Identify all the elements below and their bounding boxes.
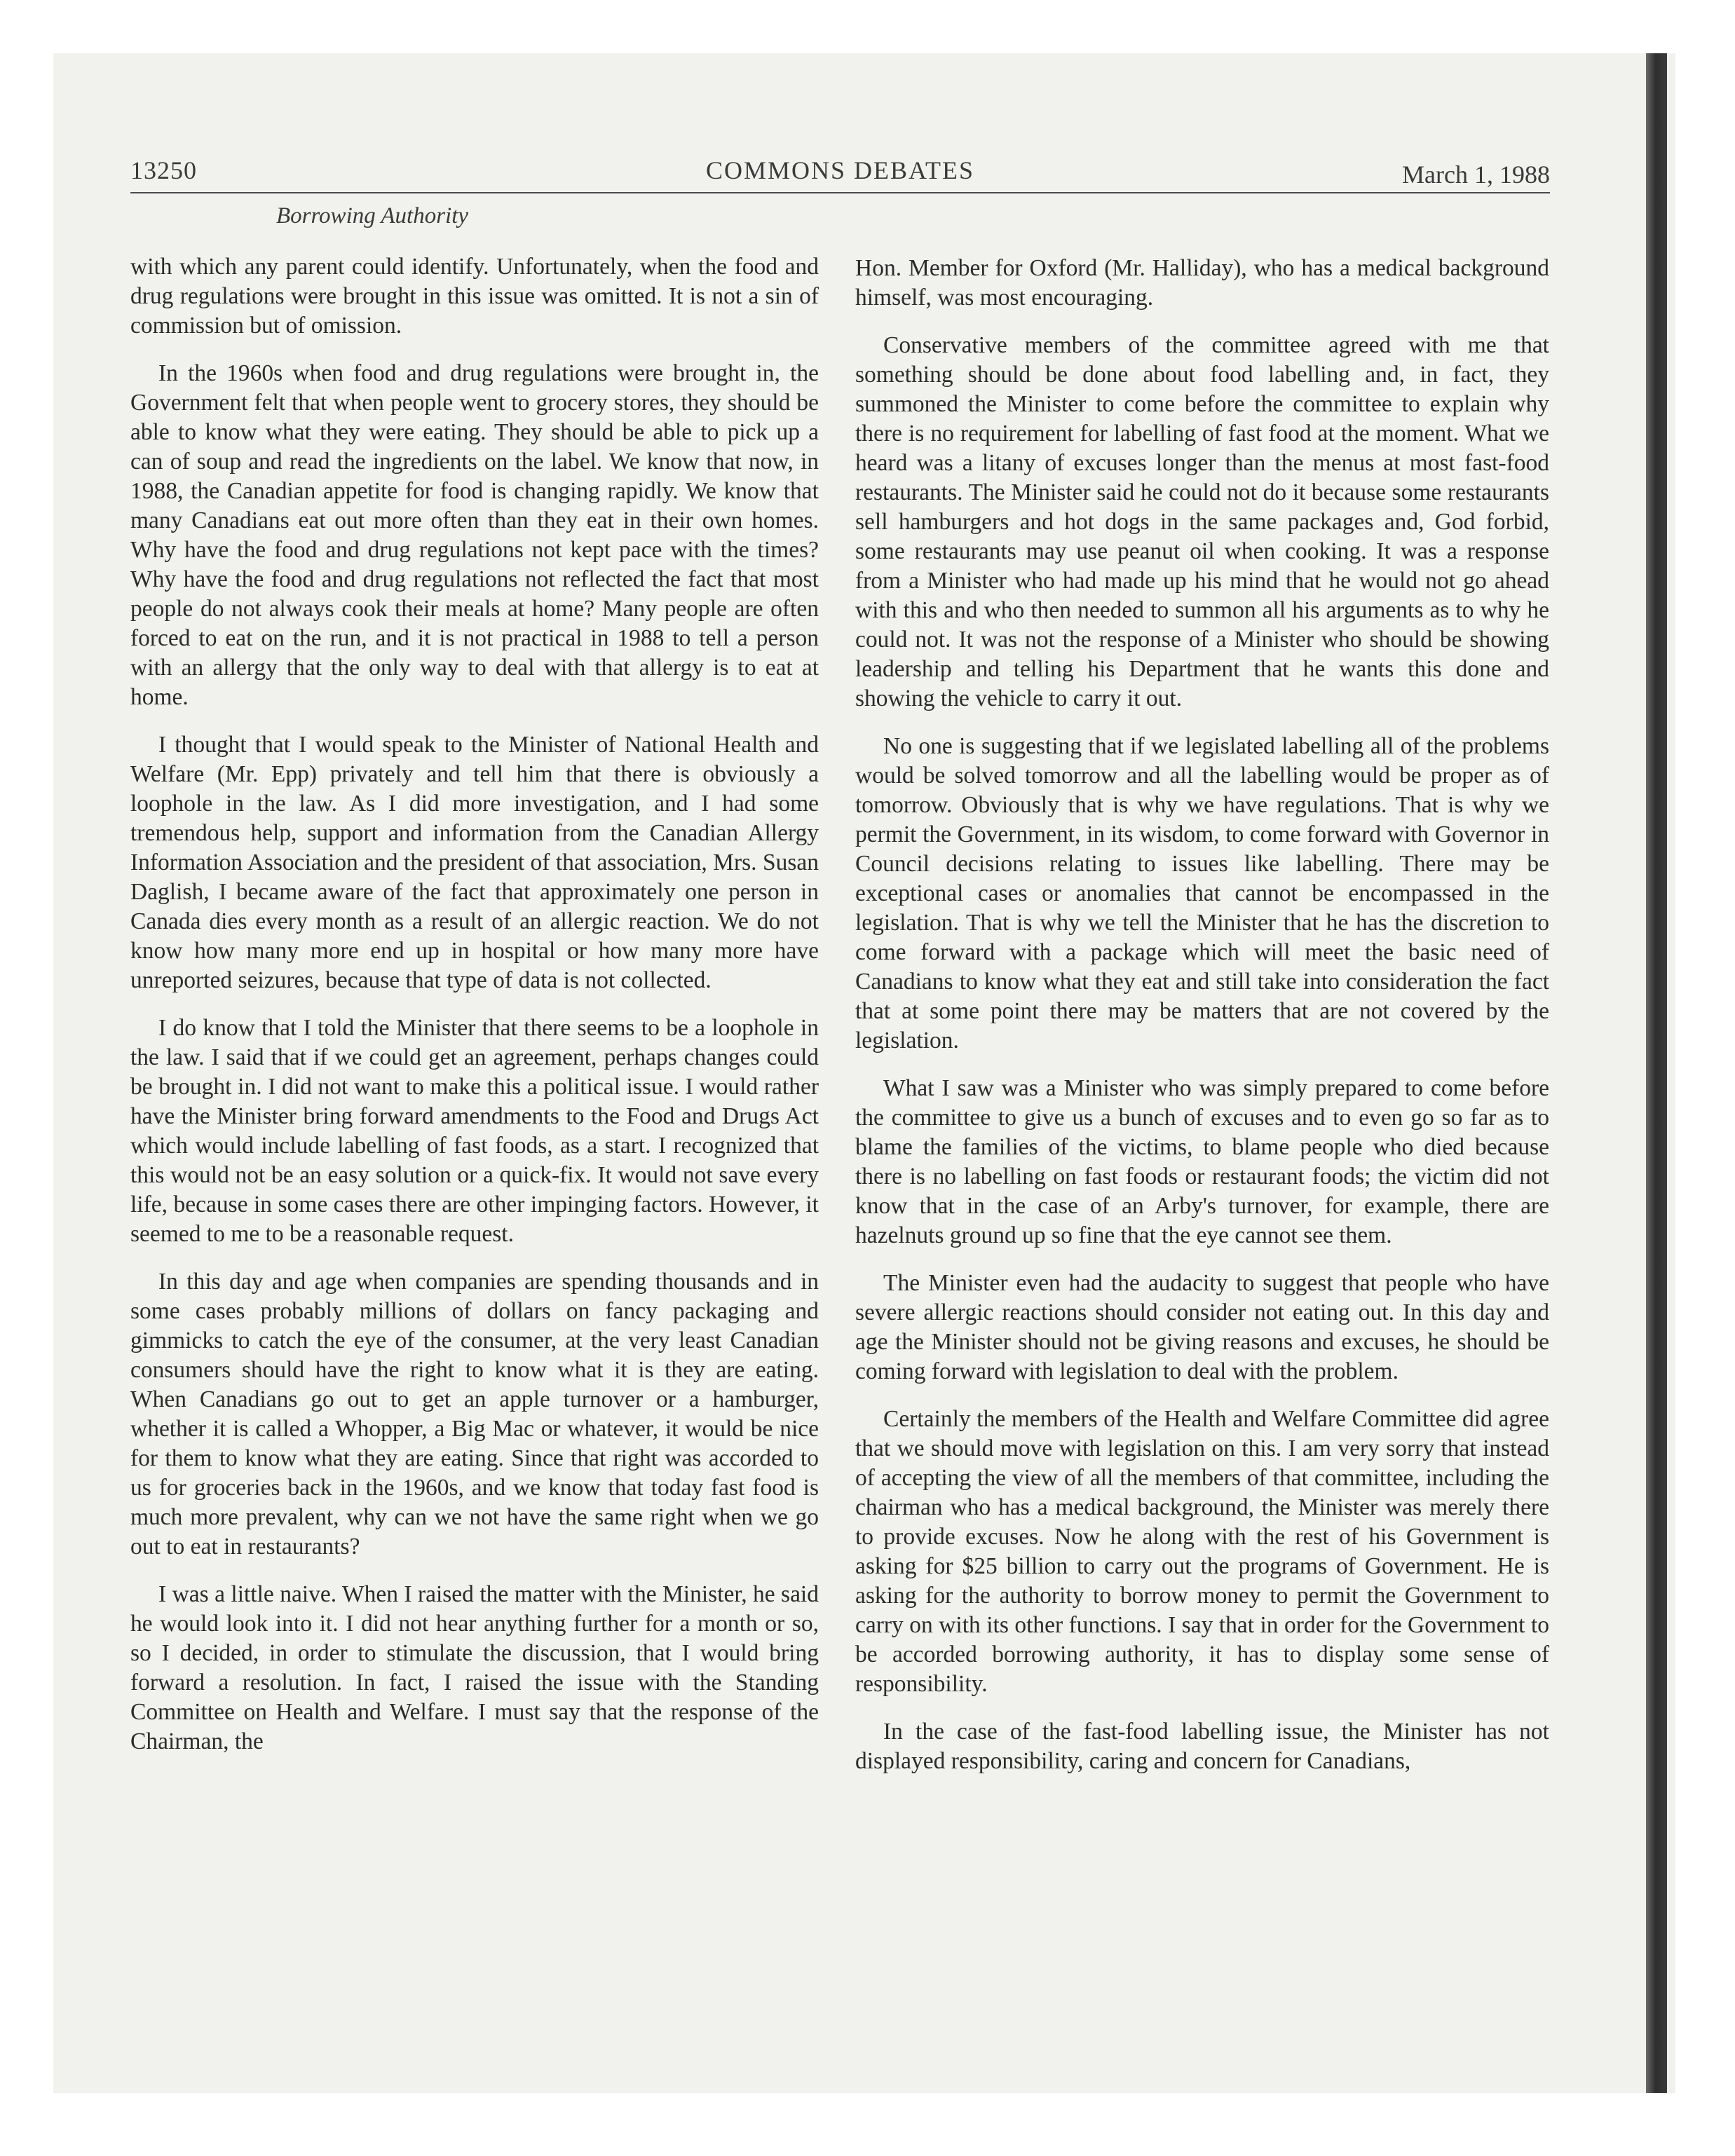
paragraph: The Minister even had the audacity to suggest that people who have severe allergic reactions should consider not eating out. In this day and age the Minister should not be giving reasons and excuses, he should be coming forward with legislation to deal with the problem. [855, 1270, 1549, 1384]
scan-edge-shadow [1646, 53, 1667, 2093]
paragraph: In the 1960s when food and drug regulations were brought in, the Government felt that when people went to grocery stores, they should be able to know what they were eating. They should be able to pick up a can of soup and read the ingredients on the label. We know that now, in 1988, the Canadian appetite for food is changing rapidly. We know that many Canadians eat out more often than they eat in their own homes. Why have the food and drug regulations not kept pace with the times? Why have the food and drug regulations not reflected the fact that most people do not always cook their meals at home? Many people are often forced to eat on the run, and it is not practical in 1988 to tell a person with an allergy that the only way to deal with that allergy is to eat at home. [130, 360, 819, 710]
paragraph: I was a little naive. When I raised the matter with the Minister, he said he would look into it. I did not hear anything further for a month or so, so I decided, in order to stimulate the discussion, that I would bring forward a resolution. In fact, I raised the issue with the Standing Committee on Health and Welfare. I must say that the response of the Chairman, the [130, 1581, 819, 1754]
left-column [130, 252, 819, 1775]
paragraph: In the case of the fast-food labelling issue, the Minister has not displayed responsibility, caring and concern for Canadians, [855, 1719, 1549, 1774]
journal-title: COMMONS DEBATES [705, 156, 975, 184]
right-column [855, 254, 1549, 1794]
page-header [130, 156, 1550, 192]
paragraph: Conservative members of the committee agreed with me that something should be done about food labelling and, in fact, they summoned the Minister to come before the committee to explain why there is no requirement for labelling of fast food at the moment. What we heard was a litany of excuses longer than the menus at most fast-food restaurants. The Minister said he could not do it because some restaurants sell hamburgers and hot dogs in the same packages and, God forbid, some restaurants may use peanut oil when cooking. It was a response from a Minister who had made up his mind that he would not go ahead with this and who then needed to summon all his arguments as to why he could not. It was not the response of a Minister who should be showing leadership and telling his Department that he wants this done and showing the vehicle to carry it out. [855, 332, 1549, 711]
page-number: 13250 [130, 156, 197, 184]
publication-date: March 1, 1988 [1402, 161, 1550, 189]
paragraph: with which any parent could identify. Unfortunately, when the food and drug regulations were brought in this issue was omitted. It is not a sin of commission but of omission. [130, 254, 819, 339]
header-rule [130, 192, 1550, 193]
paragraph: No one is suggesting that if we legislated labelling all of the problems would be solved tomorrow and all the labelling would be proper as of tomorrow. Obviously that is why we have regulations. That is why we permit the Government, in its wisdom, to come forward with Governor in Council decisions relating to issues like labelling. There may be exceptional cases or anomalies that cannot be encompassed in the legislation. That is why we tell the Minister that he has the discretion to come forward with a package which will meet the basic need of Canadians to know what they eat and still take into consideration the fact that at some point there may be matters that are not covered by the legislation. [855, 733, 1549, 1053]
paragraph: Certainly the members of the Health and Welfare Committee did agree that we should move with legislation on this. I am very sorry that instead of accepting the view of all the members of that committee, including the chairman who has a medical background, the Minister was merely there to provide excuses. Now he along with the rest of his Government is asking for $25 billion to carry out the programs of Government. He is asking for the authority to borrow money to permit the Government to carry on with its other functions. I say that in order for the Government to be accorded borrowing authority, it has to display some sense of responsibility. [855, 1406, 1549, 1697]
running-head: Borrowing Authority [275, 203, 469, 228]
paragraph: I thought that I would speak to the Minister of National Health and Welfare (Mr. Epp) privately and tell him that there is obviously a loophole in the law. As I did more investigation, and I had some tremendous help, support and information from the Canadian Allergy Information Association and the president of that association, Mrs. Susan Daglish, I became aware of the fact that approximately one person in Canada dies every month as a result of an allergic reaction. We do not know how many more end up in hospital or how many more have unreported seizures, because that type of data is not collected. [130, 732, 819, 993]
paragraph: I do know that I told the Minister that there seems to be a loophole in the law. I said that if we could get an agreement, perhaps changes could be brought in. I did not want to make this a political issue. I would rather have the Minister bring forward amendments to the Food and Drugs Act which would include labelling of fast foods, as a start. I recognized that this would not be an easy solution or a quick-fix. It would not save every life, because in some cases there are other impinging factors. However, it seemed to me to be a reasonable request. [130, 1015, 819, 1247]
paragraph: Hon. Member for Oxford (Mr. Halliday), who has a medical background himself, was most encouraging. [855, 255, 1549, 311]
paragraph: In this day and age when companies are spending thousands and in some cases probably millions of dollars on fancy packaging and gimmicks to catch the eye of the consumer, at the very least Canadian consumers should have the right to know what it is they are eating. When Canadians go out to get an apple turnover or a hamburger, whether it is called a Whopper, a Big Mac or whatever, it would be nice for them to know what they are eating. Since that right was accorded to us for groceries back in the 1960s, and we know that today fast food is much more prevalent, why can we not have the same right when we go out to eat in restaurants? [130, 1269, 819, 1560]
paragraph: What I saw was a Minister who was simply prepared to come before the committee to give us a bunch of excuses and to even go so far as to blame the families of the victims, to blame people who died because there is no labelling on fast foods or restaurant foods; the victim did not know that in the case of an Arby's turnover, for example, there are hazelnuts ground up so fine that the eye cannot see them. [855, 1075, 1549, 1248]
